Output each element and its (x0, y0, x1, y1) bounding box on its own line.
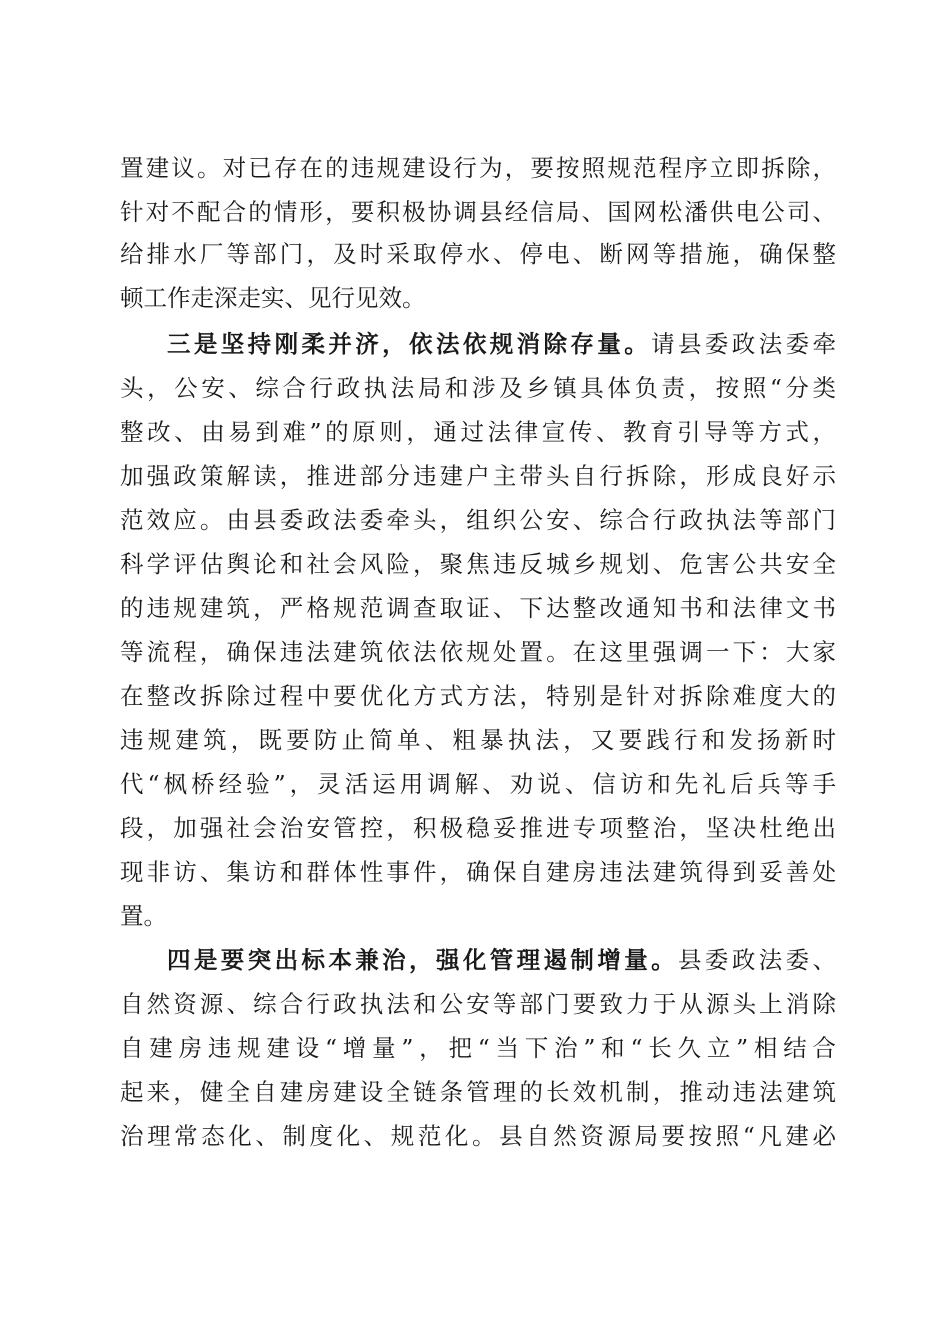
paragraph-1-line-1: 置建议。对已存在的违规建设行为，要按照规范程序立即拆除， (120, 154, 836, 182)
paragraph-2-line-8: 等流程，确保违法建筑依法依规处置。在这里强调一下：大家 (120, 638, 836, 666)
paragraph-2-line-10: 违规建筑，既要防止简单、粗暴执法，又要践行和发扬新时 (120, 726, 836, 754)
paragraph-1-line-3: 给排水厂等部门，及时采取停水、停电、断网等措施，确保整 (120, 240, 836, 268)
paragraph-2-first-line-rest: 请县委政法委牵 (651, 330, 836, 358)
paragraph-1-line-4: 顿工作走深走实、见行见效。 (120, 284, 426, 312)
paragraph-2-line-11: 代“枫桥经验”，灵活运用调解、劝说、信访和先礼后兵等手 (120, 770, 836, 798)
paragraph-3-line-1 (167, 938, 836, 982)
paragraph-2-line-4: 加强政策解读，推进部分违建户主带头自行拆除，形成良好示 (120, 462, 836, 490)
paragraph-2-lead: 三是坚持刚柔并济，依法依规消除存量。 (167, 330, 652, 358)
paragraph-2-line-1 (167, 322, 836, 366)
paragraph-3-line-4: 起来，健全自建房建设全链条管理的长效机制，推动违法建筑 (120, 1078, 836, 1106)
paragraph-2-line-5: 范效应。由县委政法委牵头，组织公安、综合行政执法等部门 (120, 506, 836, 534)
paragraph-2-line-14: 置。 (120, 902, 167, 930)
paragraph-2-line-12: 段，加强社会治安管控，积极稳妥推进专项整治，坚决杜绝出 (120, 814, 836, 842)
paragraph-3-first-line-rest: 县委政法委、 (678, 946, 837, 974)
paragraph-1-line-2: 针对不配合的情形，要积极协调县经信局、国网松潘供电公司、 (120, 198, 836, 226)
paragraph-3-lead: 四是要突出标本兼治，强化管理遏制增量。 (167, 946, 679, 974)
paragraph-2-line-3: 整改、由易到难”的原则，通过法律宣传、教育引导等方式， (120, 418, 836, 446)
paragraph-3-line-5: 治理常态化、制度化、规范化。县自然资源局要按照“凡建必 (120, 1122, 836, 1150)
paragraph-2-line-9: 在整改拆除过程中要优化方式方法，特别是针对拆除难度大的 (120, 682, 836, 710)
paragraph-2-line-6: 科学评估舆论和社会风险，聚焦违反城乡规划、危害公共安全 (120, 550, 836, 578)
paragraph-3-line-3: 自建房违规建设“增量”，把“当下治”和“长久立”相结合 (120, 1034, 836, 1062)
paragraph-2-line-13: 现非访、集访和群体性事件，确保自建房违法建筑得到妥善处 (120, 858, 836, 886)
paragraph-2-line-7: 的违规建筑，严格规范调查取证、下达整改通知书和法律文书 (120, 594, 836, 622)
paragraph-3-line-2: 自然资源、综合行政执法和公安等部门要致力于从源头上消除 (120, 990, 836, 1018)
paragraph-2-line-2: 头，公安、综合行政执法局和涉及乡镇具体负责，按照“分类 (120, 374, 836, 402)
